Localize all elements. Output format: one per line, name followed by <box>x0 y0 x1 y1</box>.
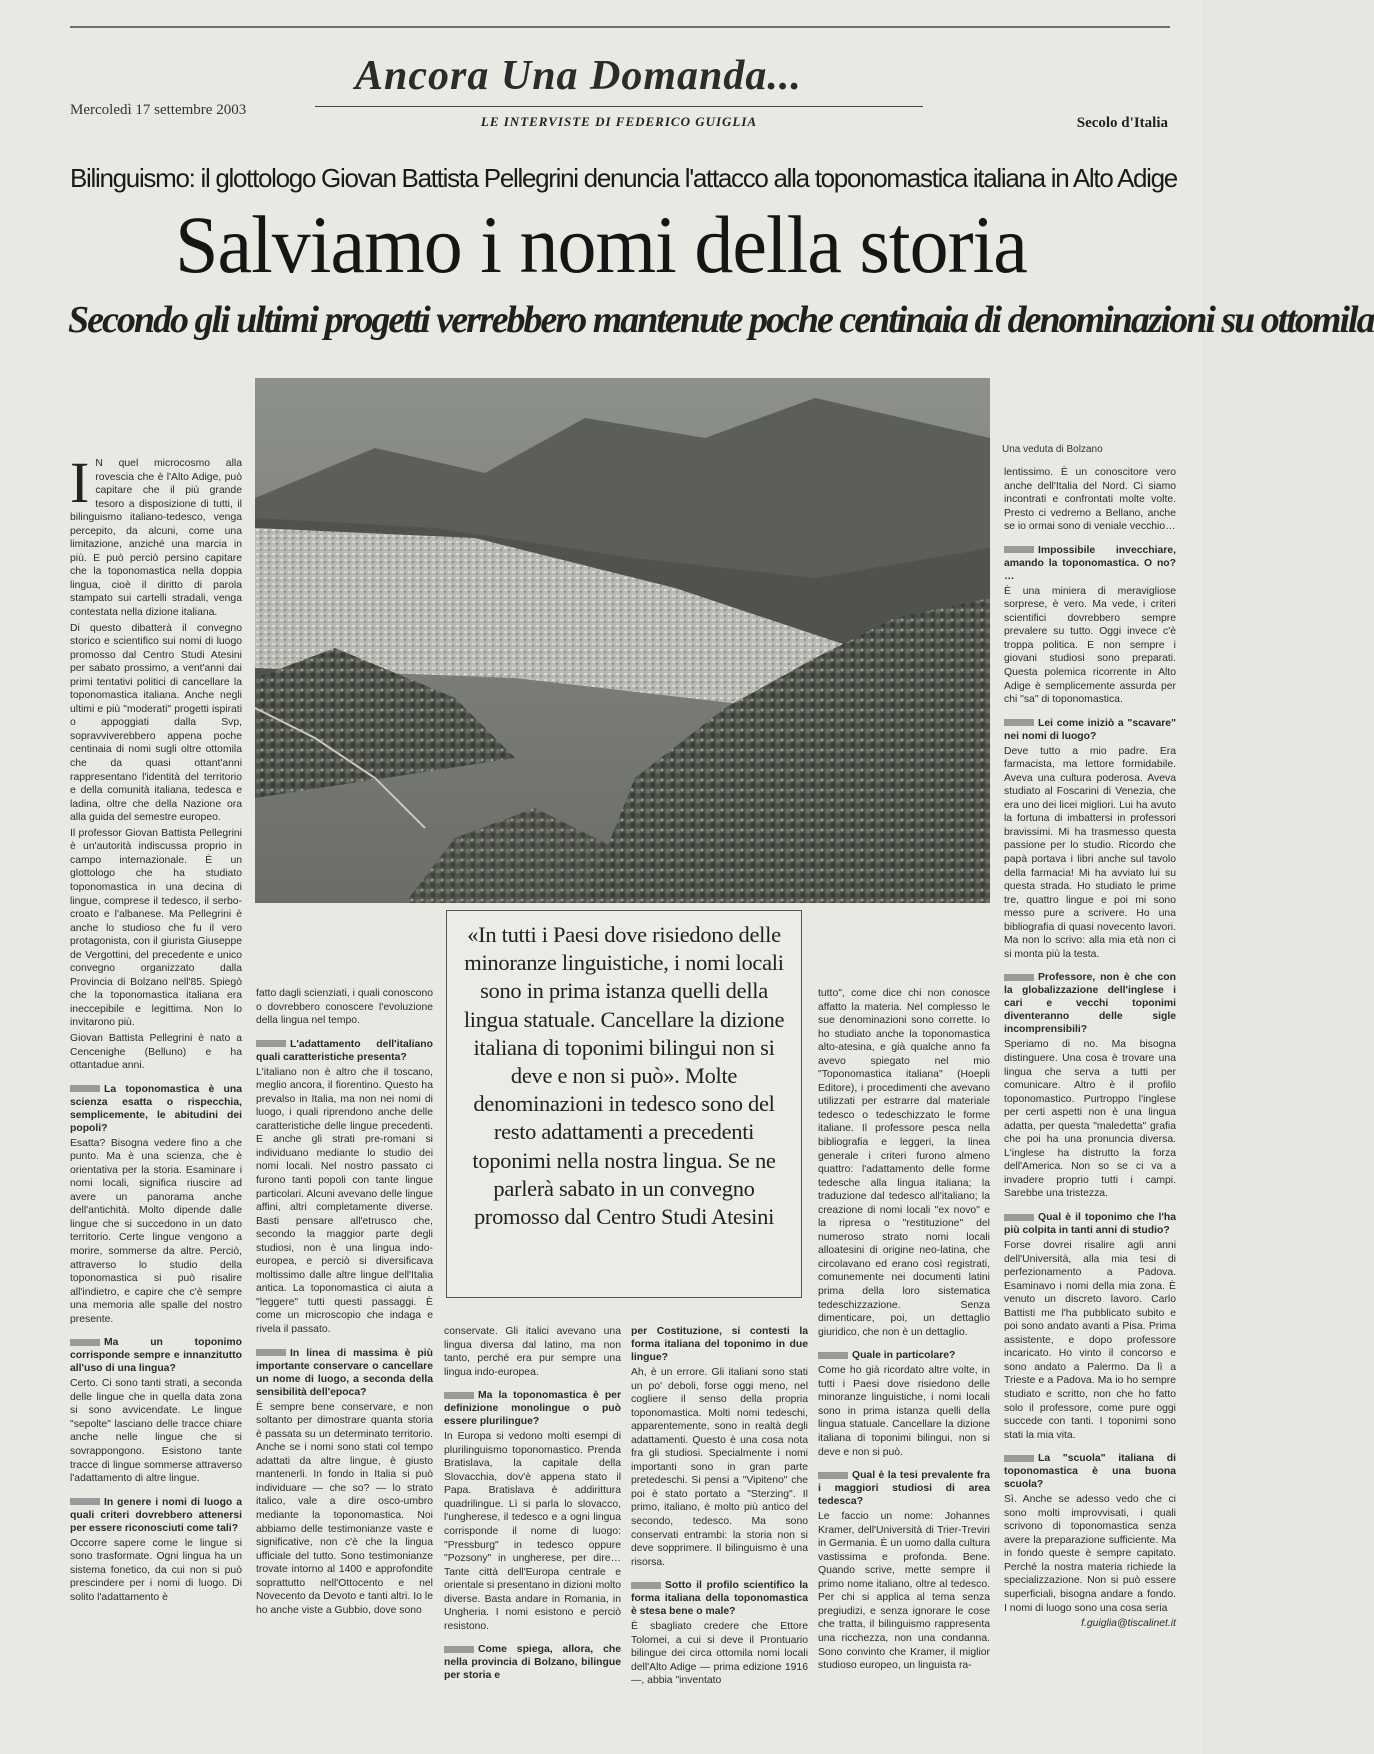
column-masthead <box>315 44 923 130</box>
interview-question: In genere i nomi di luogo a quali criteri dovrebbero attenersi per essere riconosciuti come tali? <box>70 1496 242 1534</box>
article-column-1 <box>70 450 242 1606</box>
pull-quote-text: «In tutti i Paesi dove risiedono delle minoranze linguistiche, i nomi locali sono in prima istanza quelli della lingua statuale. Cancellare la dizione italiana di toponimi bilingui non si deve e non si può». Molte denominazioni in tedesco sono del resto adattamenti a precedenti toponimi nella nostra lingua. Se ne parlerà sabato in un convegno promosso dal Centro Studi Atesini <box>463 922 785 1230</box>
article-kicker: Bilinguismo: il glottologo Giovan Battista Pellegrini denuncia l'attacco alla toponomastica italiana in Alto Adige <box>70 163 1177 193</box>
interview-answer: Esatta? Bisogna vedere fino a che punto. Ma è una scienza, che è orientativa per la storia. Esaminare i nomi locali, significa riuscire ad avere un panorama anche dell'antichità. Molto dipende dalle lingue che si succedono in un dato territorio. Certe lingue vengono a morire, sommerse da altre. Perciò, attraverso lo studio della toponomastica si può risalire all'indietro, e capire che c'è sempre una memoria alle spalle del nostro presente. <box>70 1137 242 1325</box>
interview-answer: Deve tutto a mio padre. Era farmacista, ma lettore formidabile. Aveva una cultura poderosa. Aveva studiato al Foscarini di Venezia, che era uno dei licei migliori. Lui ha avuto la fortuna di imbattersi in professori bravissimi. Mi ha trasmesso questa passione per lo studio. Ricordo che papà portava i libri anche sul tavolo della farmacia! Mi ha avviato lui su questa strada. Ho studiato le prime tre, quattro lingue e poi mi sono messo pure a scrivere. Ho una bibliografia di quasi novecento lavori. Ma non lo scrivo: alla mia età non ci si monta più la testa. <box>1004 745 1176 960</box>
question-marker <box>256 1040 286 1047</box>
interview-question: Sotto il profilo scientifico la forma italiana della toponomastica è stesa bene o male? <box>631 1580 808 1618</box>
question-marker <box>1004 719 1034 726</box>
interview-answer: Forse dovrei risalire agli anni dell'Università, alla mia tesi di perfezionamento a Padova. Esaminavo i nomi della mia zona. È venuto un discreto lavoro. Carlo Battisti me l'ha pubblicato subito e poi sono andato avanti a Pisa. Prima assistente, e dopo professore incaricato. Ho vinto il concorso e sono andato a Palermo. Da lì a Trieste e a Padova. Ma io ho sempre studiato e scritto, non che ho fatto solo il professore, come pure oggi succede con tanti. I toponimi sono stati la mia vita. <box>1004 1239 1176 1441</box>
top-rule <box>70 26 1170 28</box>
interview-question: Professore, non è che con la globalizzazione dell'inglese i cari e vecchi toponimi diventeranno delle sigle incomprensibili? <box>1004 972 1176 1036</box>
question-marker <box>1004 1455 1034 1462</box>
interview-question: Qual è il toponimo che l'ha più colpita in tanti anni di studio? <box>1004 1211 1176 1236</box>
interview-question: Impossibile invecchiare, amando la toponomastica. O no? … <box>1004 544 1176 582</box>
article-column-3 <box>444 1325 621 1684</box>
drop-cap: I <box>70 450 90 515</box>
question-marker <box>444 1392 474 1399</box>
newspaper-name: Secolo d'Italia <box>1076 115 1168 131</box>
interview-question: Come spiega, allora, che nella provincia di Bolzano, bilingue per storia e <box>444 1644 621 1682</box>
question-marker <box>1004 546 1034 553</box>
interview-answer: Speriamo di no. Ma bisogna distinguere. Una cosa è trovare una lingua che serva a tutti per comunicare. Altro è il profilo toponomastico. Purtroppo l'inglese per certi aspetti non è una lingua adatta, per questa "maledetta" grafia che poi ha una pronuncia diversa. L'inglese ha distrutto la forza dell'America. Non so se ci va a invadere proprio tutti i campi. Sarebbe una tristezza. <box>1004 1039 1176 1200</box>
photo-caption: Una veduta di Bolzano <box>1002 444 1103 455</box>
interview-question: Lei come iniziò a "scavare" nei nomi di luogo? <box>1004 717 1176 742</box>
interview-question: La toponomastica è una scienza esatta o rispecchia, semplicemente, le abitudini dei popoli? <box>70 1083 242 1134</box>
question-marker <box>818 1472 848 1479</box>
question-marker <box>631 1582 661 1589</box>
pull-quote <box>446 910 802 1298</box>
interview-answer: Come ho già ricordato altre volte, in tutti i Paesi dove risiedono delle minoranze linguistiche, i nomi locali sono in prima istanza quelli della lingua statuale. Cancellare la dizione italiana di toponimi bilingui, non si deve e non si può. <box>818 1365 990 1458</box>
interview-answer: Occorre sapere come le lingue si sono trasformate. Ogni lingua ha un sistema fonetico, da cui non si può prescindere per i nomi di luogo. Di solito l'adattamento è <box>70 1537 242 1603</box>
article-subheadline: Secondo gli ultimi progetti verrebbero mantenute poche centinaia di denominazioni su ottomila <box>68 299 1374 341</box>
interview-answer: Sì. Anche se adesso vedo che ci sono molti improvvisati, i quali scrivono di toponomastica senza avere la preparazione sufficiente. Ma in fondo queste è sempre capitato. Perché la nostra materia richiede la specializzazione. Non si può essere superficiali, bisogna andare a fondo. I nomi di luogo sono una cosa seria <box>1004 1494 1176 1614</box>
interview-answer: È sbagliato credere che Ettore Tolomei, a cui si deve il Prontuario bilingue dei circa ottomila nomi locali dell'Alto Adige — prima edizione 1916 —, abbia "inventato <box>631 1621 808 1687</box>
interview-question: Ma un toponimo corrisponde sempre e innanzitutto all'uso di una lingua? <box>70 1337 242 1375</box>
article-headline: Salviamo i nomi della storia <box>175 199 1027 290</box>
article-column-5 <box>818 987 990 1675</box>
paragraph: N quel microcosmo alla rovescia che è l'Alto Adige, può capitare che il più grande tesoro a disposizione di tutti, il bilinguismo italiano-tedesco, venga percepito, da alcuni, come una limitazione, anziché una marcia in più. E può perciò persino capitare che la toponomastica nella doppia lingua, cioè il diritto di parola stampato sui cartelli stradali, venga contestata nella dizione italiana. <box>70 458 242 619</box>
interview-question: per Costituzione, si contesti la forma italiana del toponimo in due lingue? <box>631 1326 808 1363</box>
question-marker <box>1004 974 1034 981</box>
paragraph: Di questo dibatterà il convegno storico e scientifico sui nomi di luogo promosso dal Centro Studi Atesini per sabato prossimo, a vent'anni dai primi tentativi politici di cancellare la toponomastica italiana. Anche negli ultimi e più "moderati" progetti ispirati o appoggiati dalla Svp, sopravviverebbero appena poche centinaia di nomi sugli oltre ottomila che da quasi ottant'anni rappresentano l'identità del territorio e della comunità italiana, tedesca e ladina, oltre che della Nazione ora alla guida del semestre europeo. <box>70 622 242 824</box>
paragraph: Il professor Giovan Battista Pellegrini è un'autorità indiscussa proprio in campo internazionale. È un glottologo che ha studiato toponomastica in una decina di lingue, comprese il tedesco, il serbo-croato e l'albanese. Ma Pellegrini è anche lo studioso che fu il vero protagonista, con il giurista Giuseppe de Vergottini, del precedente e unico convegno organizzato dalla Provincia di Bolzano nell'85. Spiegò che la toponomastica italiana era ineccepibile e legittima. Non lo invitarono più. <box>70 827 242 1029</box>
interview-question: Quale in particolare? <box>818 1349 990 1362</box>
interview-answer: L'italiano non è altro che il toscano, meglio ancora, il fiorentino. Questo ha prevalso in Italia, ma non nei nomi di luogo, i quali riprendono anche delle caratteristiche delle lingue precedenti. E anche gli strati pre-romani si individuano mediante lo studio dei nomi locali. Nel nostro passato ci furono tanti popoli con tante lingue particolari. Alcuni avevano delle lingue affini, altri completamente diverse. Basti pensare all'etrusco che, secondo la maggior parte degli studiosi, non è una lingua indo-europea, e perciò si diversificava moltissimo dalle altre lingue dell'Italia antica. La toponomastica ci aiuta a "leggere" tutti questi passaggi. È come un microscopio che indaga e rivela il passato. <box>256 1066 433 1336</box>
interview-question: Ma la toponomastica è per definizione monolingue o può essere plurilingue? <box>444 1390 621 1428</box>
interview-question: Qual è la tesi prevalente fra i maggiori studiosi di area tedesca? <box>818 1470 990 1508</box>
paragraph: conservate. Gli italici avevano una lingua diversa dal latino, ma non tanto, perché era pur sempre una lingua indo-europea. <box>444 1326 621 1378</box>
interview-answer: È una miniera di meravigliose sorprese, è vero. Ma vede, i criteri scientifici dovrebbero sempre prevalere su tutto. Oggi invece c'è troppa politica. E non sempre i giovani studiosi sono preparati. Questa polemica ricorrente in Alto Adige è semplicemente assurda per chi "sa" di toponomastica. <box>1004 585 1176 706</box>
question-marker <box>70 1498 100 1505</box>
interview-question: In linea di massima è più importante conservare o cancellare un nome di luogo, a seconda della sensibilità dell'epoca? <box>256 1347 433 1398</box>
paragraph: tutto", come dice chi non conosce affatto la materia. Nel complesso le sue denominazioni sono corrette. Io ho studiato anche la toponomastica alto-atesina, e già qualche anno fa avevo spiegato nel mio "Toponomastica italiana" (Hoepli Editore), i procedimenti che avevano utilizzati per estrarre dal materiale tedesco o tedeschizzato le forme italiane. Il professore pesca nella bibliografia e leggeri, la linea generale i criteri furono almeno quattro: l'adattamento delle forme tedesche alla lingua italiana; la traduzione dal tedesco all'italiano; la creazione di nomi locali "ex novo" e la ripresa o "restituzione" del numeroso strato nomi locali alloatesini di origine neo-latina, che circolavano ed erano così registrati, comunemente nei documenti latini prima della loro sistematica tedeschizzazione. Senza dimenticare, poi, un dettaglio giuridico, che non è un dettaglio. <box>818 988 990 1338</box>
question-marker <box>444 1646 474 1653</box>
article-column-2 <box>256 987 433 1619</box>
interview-question: La "scuola" italiana di toponomastica è una buona scuola? <box>1004 1453 1176 1491</box>
interview-question: L'adattamento dell'italiano quali caratteristiche presenta? <box>256 1038 433 1063</box>
question-marker <box>256 1349 286 1356</box>
issue-date: Mercoledì 17 settembre 2003 <box>70 102 247 118</box>
question-marker <box>70 1339 100 1346</box>
interview-answer: In Europa si vedono molti esempi di plurilinguismo toponomastico. Prenda Bratislava, la capitale della Slovacchia, dov'è appena stato il Papa. Bratislava è addirittura quadrilingue. Lì si parla lo slovacco, l'ungherese, il tedesco e a ogni lingua corrisponde il nome di luogo: "Pressburg" in tedesco oppure "Pozsony" in ungherese, per dire… Tante città dell'Europa centrale e orientale si presentano in dizioni molto diverse. Basta andare in Romania, in Ungheria. I nomi esistono e perciò resistono. <box>444 1431 621 1632</box>
author-signature: f.guiglia@tiscalinet.it <box>1081 1618 1176 1630</box>
question-marker <box>1004 1214 1034 1221</box>
interview-answer: È sempre bene conservare, e non soltanto per dimostrare quanta storia è passata su un determinato territorio. Anche se i nomi sono stati col tempo adattati da altre lingue, è giusto mantenerli. In fondo in Italia si può individuare — che so? — lo strato italico, vale a dire osco-umbro mediante la toponomastica. Noi abbiamo delle testimonianze vaste e significative, non c'è che la lingua ufficiale del tutto. Sono testimonianze trovate intorno al 1400 e approfondite soprattutto nell'Ottocento e nel Novecento da Devoto e tanti altri. Io le ho anche viste a Gubbio, dove sono <box>256 1401 433 1616</box>
masthead-rule <box>315 106 923 107</box>
bolzano-photo <box>255 378 990 903</box>
paragraph: lentissimo. È un conoscitore vero anche dell'Italia del Nord. Ci siamo incontrati e confrontati molte volte. Presto ci vedremo a Bellano, anche se io ormai sono di veniale vecchio… <box>1004 467 1176 533</box>
masthead-title: Ancora Una Domanda... <box>355 53 802 99</box>
paragraph: fatto dagli scienziati, i quali conoscono o dovrebbero conoscere l'evoluzione della lingua nel tempo. <box>256 988 433 1027</box>
masthead-subtitle: LE INTERVISTE DI FEDERICO GUIGLIA <box>480 114 758 129</box>
paragraph: Giovan Battista Pellegrini è nato a Cencenighe (Belluno) e ha ottantadue anni. <box>70 1032 242 1072</box>
article-column-4 <box>631 1325 808 1690</box>
interview-answer: Le faccio un nome: Johannes Kramer, dell'Università di Trier-Treviri in Germania. È un uomo dalla cultura vastissima e profonda. Bene. Quando scrive, mette sempre il primo nome italiano, oltre al tedesco. Per chi si applica al tema senza pregiudizi, e senza ignorare le cose che tratta, il bilinguismo rappresenta una ricchezza, non una condanna. Sono convinto che Kramer, il miglior studioso europeo, un linguista ra- <box>818 1511 990 1672</box>
city-panorama-image <box>255 378 990 903</box>
question-marker <box>818 1352 848 1359</box>
article-column-6 <box>1004 466 1176 1633</box>
interview-answer: Ah, è un errore. Gli italiani sono stati un po' deboli, forse oggi meno, nel cogliere il senso della propria toponomastica. Molti nomi tedeschi, apparentemente, sono in realtà degli adattamenti. Questo è una cosa nota fra gli studiosi. Specialmente i nomi importanti sono in gran parte pretedeschi. Si pensi a "Vipiteno" che poi è stato portato a "Sterzing". Il primo, italiano, è molto più antico del secondo, tedesco. Ma sono conservati entrambi: la storia non si deve sopprimere. Il bilinguismo è una risorsa. <box>631 1367 808 1568</box>
question-marker <box>70 1085 100 1092</box>
interview-answer: Certo. Ci sono tanti strati, a seconda delle lingue che in quella data zona si sono avvicendate. Le lingue "sepolte" lasciano delle tracce chiare anche nelle lingue che si sovrappongono. Esistono tante tracce di lingue sommerse attraverso l'adattamento di altre lingue. <box>70 1378 242 1485</box>
